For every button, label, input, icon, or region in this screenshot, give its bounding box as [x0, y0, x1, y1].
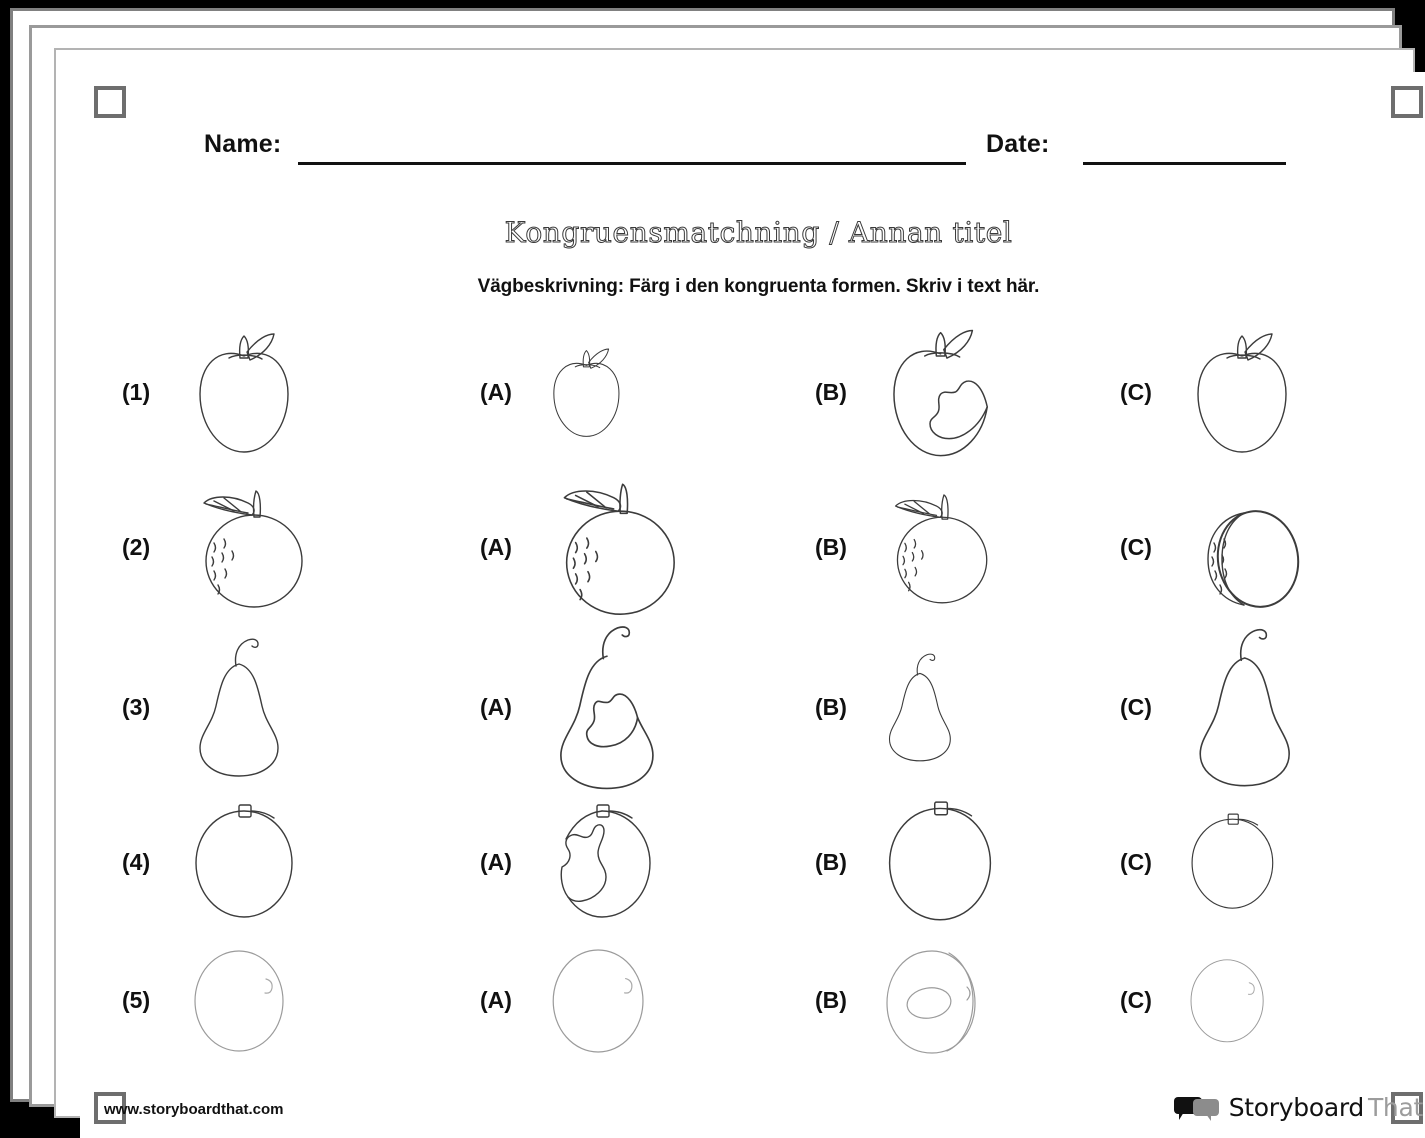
option-cell-b[interactable] — [815, 925, 1105, 1075]
option-letter-label: (B) — [815, 848, 847, 875]
worksheet-directions: Vägbeskrivning: Färg i den kongruenta formen. Skriv i text här. — [477, 276, 1040, 297]
option-letter-label: (C) — [1120, 986, 1152, 1013]
date-label: Date: — [986, 130, 1050, 158]
prompt-cell — [122, 787, 412, 937]
corner-marker-top-right — [1391, 86, 1423, 118]
footer-website-url: www.storyboardthat.com — [104, 1101, 284, 1118]
worksheet-page-inner-border — [54, 48, 1423, 1122]
prompt-cell — [122, 317, 412, 467]
row-number-label: (1) — [122, 378, 151, 405]
option-letter-label: (A) — [480, 533, 512, 560]
fruit-shape-pear-bitten[interactable] — [542, 632, 770, 782]
logo-word-storyboard: Storyboard — [1228, 1092, 1364, 1122]
fruit-shape-orange-half[interactable] — [1182, 472, 1410, 622]
worksheet-page-mid-border — [29, 25, 1423, 1122]
date-input-line[interactable] — [1083, 162, 1286, 165]
fruit-shape-apple-bitten[interactable] — [877, 317, 1105, 467]
option-cell-b[interactable] — [815, 632, 1105, 782]
storyboardthat-logo — [1174, 1090, 1423, 1124]
option-cell-a[interactable] — [480, 787, 770, 937]
fruit-shape-orange-leaf[interactable] — [877, 472, 1105, 622]
option-cell-b[interactable] — [815, 472, 1105, 622]
worksheet-title: Kongruensmatchning / Annan titel — [504, 216, 1013, 249]
option-cell-a[interactable] — [480, 317, 770, 467]
speech-bubble-icon — [1174, 1095, 1222, 1119]
fruit-shape-pear-whole — [184, 632, 412, 782]
option-letter-label: (A) — [480, 848, 512, 875]
option-letter-label: (C) — [1120, 378, 1152, 405]
problem-row — [80, 632, 1425, 782]
option-letter-label: (C) — [1120, 533, 1152, 560]
problem-row — [80, 925, 1425, 1075]
option-letter-label: (B) — [815, 693, 847, 720]
fruit-shape-plum-whole[interactable] — [1182, 787, 1410, 937]
row-number-label: (2) — [122, 533, 151, 560]
fruit-shape-peach-whole[interactable] — [1182, 925, 1410, 1075]
problem-row — [80, 787, 1425, 937]
problem-row — [80, 472, 1425, 622]
fruit-shape-peach-whole — [184, 925, 412, 1075]
fruit-shape-orange-leaf[interactable] — [542, 472, 770, 622]
corner-marker-top-left — [94, 86, 126, 118]
option-letter-label: (A) — [480, 986, 512, 1013]
option-letter-label: (A) — [480, 378, 512, 405]
name-label: Name: — [204, 130, 282, 158]
row-number-label: (3) — [122, 693, 151, 720]
option-letter-label: (B) — [815, 378, 847, 405]
fruit-shape-plum-whole[interactable] — [877, 787, 1105, 937]
option-letter-label: (B) — [815, 533, 847, 560]
worksheet-sheet — [80, 72, 1425, 1138]
option-cell-a[interactable] — [480, 925, 770, 1075]
option-cell-b[interactable] — [815, 787, 1105, 937]
worksheet-page-outer-border — [10, 8, 1423, 1122]
option-letter-label: (C) — [1120, 848, 1152, 875]
fruit-shape-apple-whole[interactable] — [542, 317, 770, 467]
fruit-shape-apple-whole — [184, 317, 412, 467]
option-cell-c[interactable] — [1120, 472, 1410, 622]
prompt-cell — [122, 472, 412, 622]
fruit-shape-plum-whole — [184, 787, 412, 937]
prompt-cell — [122, 632, 412, 782]
fruit-shape-pear-whole[interactable] — [1182, 632, 1410, 782]
problem-row — [80, 317, 1425, 467]
fruit-shape-peach-whole[interactable] — [542, 925, 770, 1075]
row-number-label: (5) — [122, 986, 151, 1013]
option-letter-label: (A) — [480, 693, 512, 720]
option-cell-c[interactable] — [1120, 925, 1410, 1075]
problem-grid — [80, 317, 1425, 1077]
student-info-row — [80, 130, 1425, 174]
option-cell-c[interactable] — [1120, 632, 1410, 782]
option-cell-a[interactable] — [480, 472, 770, 622]
fruit-shape-plum-bitten[interactable] — [542, 787, 770, 937]
row-number-label: (4) — [122, 848, 151, 875]
fruit-shape-pear-whole[interactable] — [877, 632, 1105, 782]
fruit-shape-orange-leaf — [184, 472, 412, 622]
option-cell-c[interactable] — [1120, 787, 1410, 937]
logo-word-that: That — [1367, 1092, 1423, 1122]
option-cell-c[interactable] — [1120, 317, 1410, 467]
prompt-cell — [122, 925, 412, 1075]
option-letter-label: (B) — [815, 986, 847, 1013]
name-input-line[interactable] — [298, 162, 966, 165]
option-cell-b[interactable] — [815, 317, 1105, 467]
fruit-shape-peach-half[interactable] — [877, 925, 1105, 1075]
option-letter-label: (C) — [1120, 693, 1152, 720]
option-cell-a[interactable] — [480, 632, 770, 782]
fruit-shape-apple-whole[interactable] — [1182, 317, 1410, 467]
